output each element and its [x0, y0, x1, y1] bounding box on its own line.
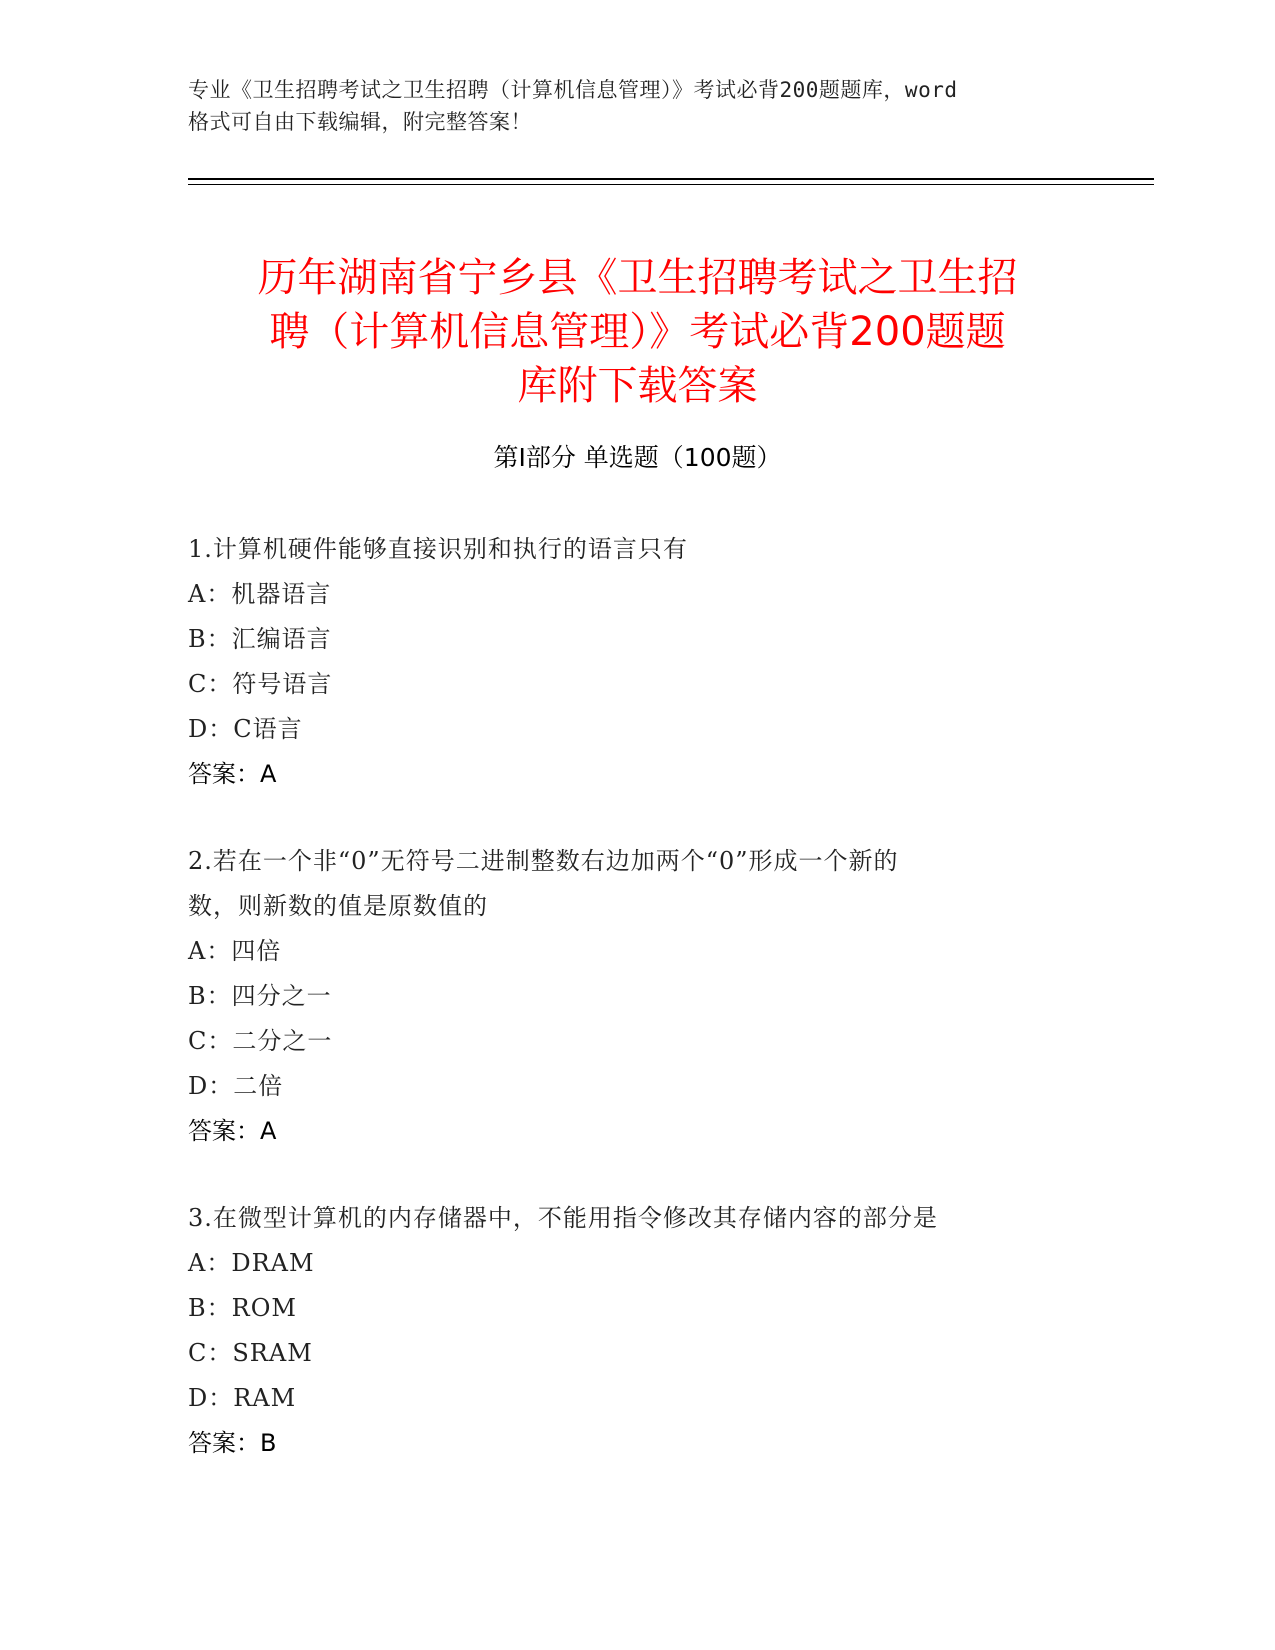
option-a: A：四倍 — [188, 937, 282, 965]
document-title — [160, 251, 1115, 413]
question-item — [188, 839, 1088, 1154]
question-stem: 3.在微型计算机的内存储器中，不能用指令修改其存储内容的部分是 — [188, 1204, 938, 1232]
question-stem: 1.计算机硬件能够直接识别和执行的语言只有 — [188, 535, 688, 563]
title-line-1: 历年湖南省宁乡县《卫生招聘考试之卫生招 — [257, 254, 1018, 301]
question-item — [188, 1196, 1088, 1466]
title-line-3: 库附下载答案 — [517, 362, 758, 409]
answer-text: 答案：A — [188, 1117, 277, 1145]
option-c: C：符号语言 — [188, 670, 333, 698]
option-c: C：二分之一 — [188, 1027, 333, 1055]
option-b: B：ROM — [188, 1294, 297, 1322]
option-d: D：RAM — [188, 1384, 297, 1412]
question-stem: 2.若在一个非“0”无符号二进制整数右边加两个“0”形成一个新的 — [188, 847, 899, 875]
option-a: A：DRAM — [188, 1249, 315, 1277]
option-b: B：四分之一 — [188, 982, 332, 1010]
header-divider-thin — [188, 184, 1154, 185]
question-item — [188, 527, 1088, 797]
answer-text: 答案：B — [188, 1429, 277, 1457]
title-line-2: 聘（计算机信息管理）》考试必背200题题 — [269, 308, 1006, 355]
question-list — [188, 527, 1088, 1508]
option-d: D：C语言 — [188, 715, 303, 743]
option-d: D：二倍 — [188, 1072, 284, 1100]
section-heading: 第Ⅰ部分 单选题（100题） — [493, 443, 782, 472]
answer-text: 答案：A — [188, 760, 277, 788]
header-note-line-1: 专业《卫生招聘考试之卫生招聘（计算机信息管理）》考试必背200题题库，word — [188, 78, 958, 102]
option-a: A：机器语言 — [188, 580, 332, 608]
header-note-line-2: 格式可自由下载编辑，附完整答案！ — [188, 110, 532, 134]
option-b: B：汇编语言 — [188, 625, 332, 653]
header-note — [188, 74, 1088, 138]
header-divider-thick — [188, 178, 1154, 180]
option-c: C：SRAM — [188, 1339, 313, 1367]
question-stem-continued: 数，则新数的值是原数值的 — [188, 892, 488, 920]
